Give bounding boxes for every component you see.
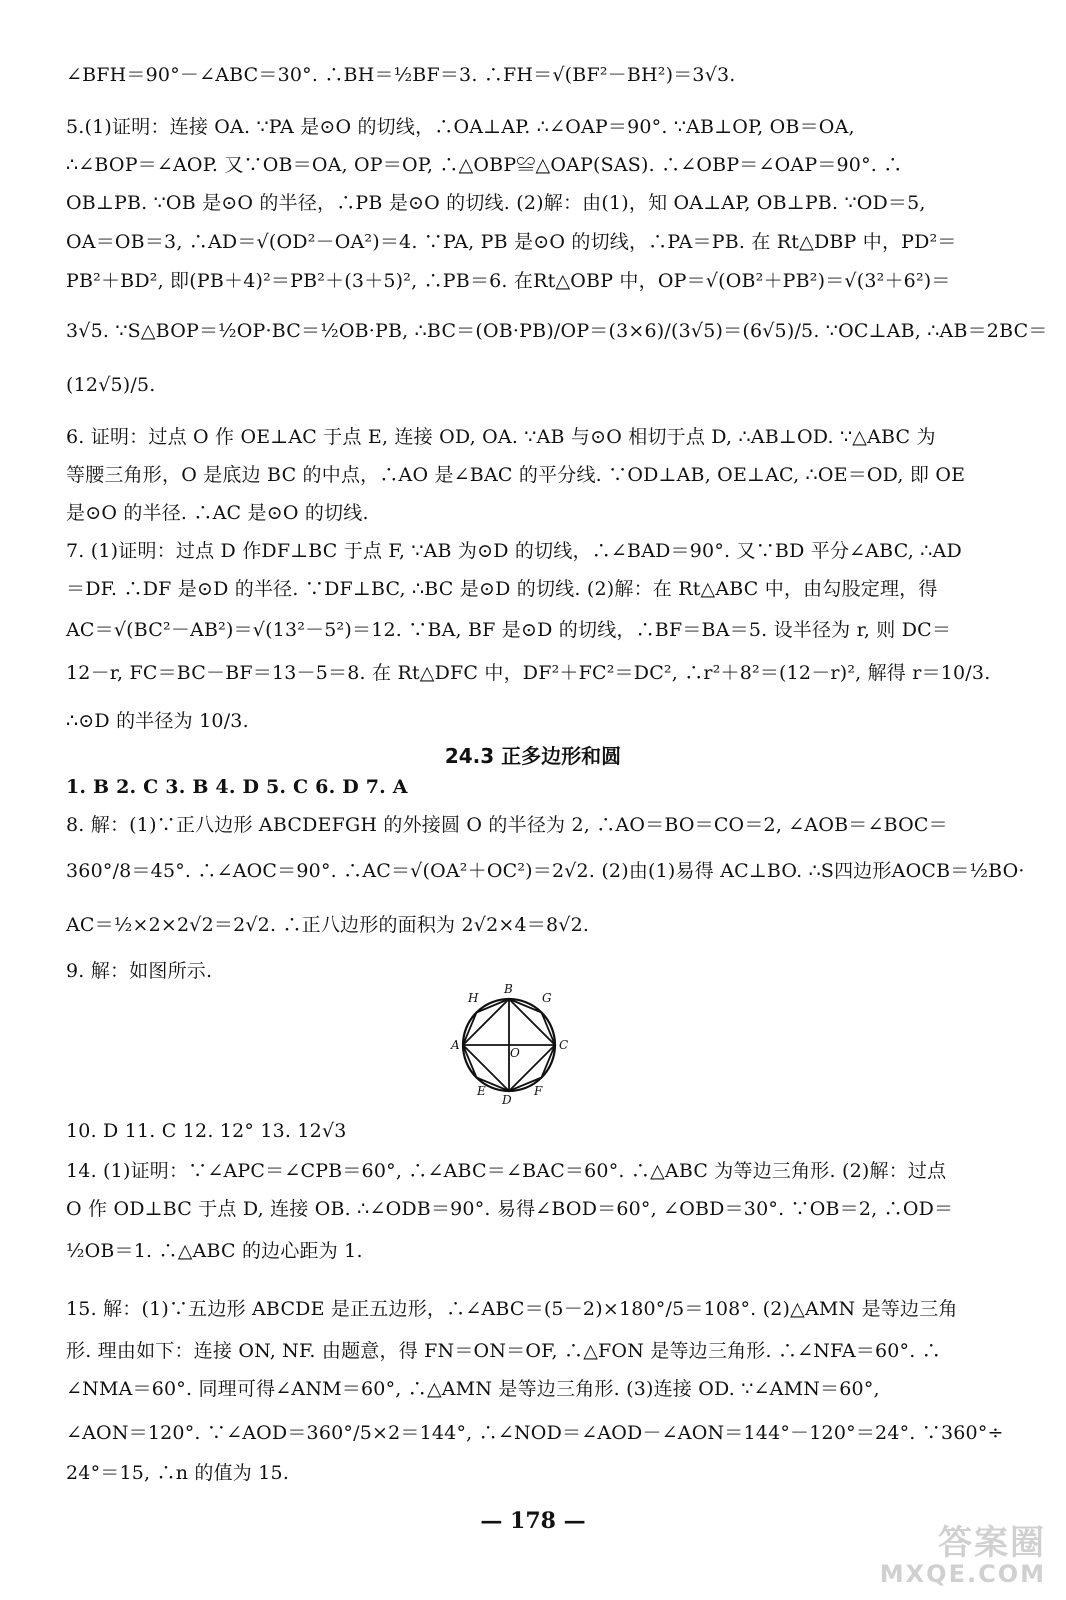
label-f: F <box>534 1084 543 1098</box>
text-line: 9. 解：如图所示. <box>66 960 213 982</box>
text-line: 形. 理由如下：连接 ON, NF. 由题意，得 FN＝ON＝OF, ∴△FON 是等边三角形. ∴∠NFA＝60°. ∴ <box>66 1340 941 1362</box>
page-number: — 178 — <box>480 1508 586 1534</box>
text-line: 是⊙O 的半径. ∴AC 是⊙O 的切线. <box>66 502 369 524</box>
text-line: PB²＋BD², 即(PB＋4)²＝PB²＋(3＋5)², ∴PB＝6. 在Rt△OBP 中，OP＝√(OB²＋PB²)＝√(3²＋6²)＝ <box>66 270 951 292</box>
text-line: 15. 解：(1)∵五边形 ABCDE 是正五边形，∴∠ABC＝(5－2)×180°/5＝108°. (2)△AMN 是等边三角 <box>66 1298 958 1320</box>
octagon-circle-figure <box>440 980 580 1110</box>
text-line: 360°/8＝45°. ∴∠AOC＝90°. ∴AC＝√(OA²＋OC²)＝2√2. (2)由(1)易得 AC⊥BO. ∴S四边形AOCB＝½BO· <box>66 860 1025 882</box>
text-line: ∠BFH＝90°－∠ABC＝30°. ∴BH＝½BF＝3. ∴FH＝√(BF²－BH²)＝3√3. <box>66 64 736 86</box>
text-line: 5.(1)证明：连接 OA. ∵PA 是⊙O 的切线，∴OA⊥AP. ∴∠OAP＝90°. ∵AB⊥OP, OB＝OA, <box>66 116 855 138</box>
section-heading: 24.3 正多边形和圆 <box>444 744 622 768</box>
text-line: ∠NMA＝60°. 同理可得∠ANM＝60°, ∴△AMN 是等边三角形. (3)连接 OD. ∵∠AMN＝60°, <box>66 1378 880 1400</box>
answer-key-line: 1. B 2. C 3. B 4. D 5. C 6. D 7. A <box>66 776 408 798</box>
label-e: E <box>477 1084 486 1098</box>
text-line: 3√5. ∵S△BOP＝½OP·BC＝½OB·PB, ∴BC＝(OB·PB)/OP＝(3×6)/(3√5)＝(6√5)/5. ∵OC⊥AB, ∴AB＝2BC＝ <box>66 320 1048 342</box>
text-line: (12√5)/5. <box>66 374 156 396</box>
text-line: OB⊥PB. ∵OB 是⊙O 的半径，∴PB 是⊙O 的切线. (2)解：由(1)，知 OA⊥AP, OB⊥PB. ∵OD＝5, <box>66 192 926 214</box>
text-line: AC＝√(BC²－AB²)＝√(13²－5²)＝12. ∵BA, BF 是⊙D 的切线，∴BF＝BA＝5. 设半径为 r, 则 DC＝ <box>66 619 952 641</box>
label-c: C <box>559 1038 569 1052</box>
text-line: 等腰三角形，O 是底边 BC 的中点，∴AO 是∠BAC 的平分线. ∵OD⊥AB, OE⊥AC, ∴OE＝OD, 即 OE <box>66 464 966 486</box>
text-line: ＝DF. ∴DF 是⊙D 的半径. ∵DF⊥BC, ∴BC 是⊙D 的切线. (2)解：在 Rt△ABC 中，由勾股定理，得 <box>66 578 938 600</box>
watermark-logo: 答案圈 <box>938 1523 1046 1563</box>
text-line: O 作 OD⊥BC 于点 D, 连接 OB. ∴∠ODB＝90°. 易得∠BOD＝60°, ∠OBD＝30°. ∵OB＝2, ∴OD＝ <box>66 1198 954 1220</box>
label-h: H <box>468 991 479 1005</box>
label-g: G <box>542 991 552 1005</box>
text-line: ∴∠BOP＝∠AOP. 又∵OB＝OA, OP＝OP, ∴△OBP≌△OAP(SAS). ∴∠OBP＝∠OAP＝90°. ∴ <box>66 154 903 176</box>
text-line: 7. (1)证明：过点 D 作DF⊥BC 于点 F, ∵AB 为⊙D 的切线，∴∠BAD＝90°. 又∵BD 平分∠ABC, ∴AD <box>66 540 962 562</box>
label-o: O <box>510 1046 520 1060</box>
text-line: 6. 证明：过点 O 作 OE⊥AC 于点 E, 连接 OD, OA. ∵AB 与⊙O 相切于点 D, ∴AB⊥OD. ∵△ABC 为 <box>66 426 936 448</box>
text-line: ∴⊙D 的半径为 10/3. <box>66 710 249 732</box>
text-line: OA＝OB＝3, ∴AD＝√(OD²－OA²)＝4. ∵PA, PB 是⊙O 的切线，∴PA＝PB. 在 Rt△DBP 中，PD²＝ <box>66 231 957 253</box>
text-line: 14. (1)证明：∵∠APC＝∠CPB＝60°, ∴∠ABC＝∠BAC＝60°. ∴△ABC 为等边三角形. (2)解：过点 <box>66 1160 947 1182</box>
label-a: A <box>451 1038 460 1052</box>
text-line: ½OB＝1. ∴△ABC 的边心距为 1. <box>66 1240 363 1262</box>
text-line: 12－r, FC＝BC－BF＝13－5＝8. 在 Rt△DFC 中，DF²＋FC²＝DC², ∴r²＋8²＝(12－r)², 解得 r＝10/3. <box>66 662 991 684</box>
text-line: 8. 解：(1)∵正八边形 ABCDEFGH 的外接圆 O 的半径为 2, ∴AO＝BO＝CO＝2, ∠AOB＝∠BOC＝ <box>66 814 948 836</box>
label-d: D <box>502 1093 512 1107</box>
watermark-url: MXQE.COM <box>879 1560 1046 1588</box>
text-line: ∠AON＝120°. ∵∠AOD＝360°/5×2＝144°, ∴∠NOD＝∠AOD－∠AON＝144°－120°＝24°. ∵360°÷ <box>66 1422 1004 1444</box>
text-line: AC＝½×2×2√2＝2√2. ∴正八边形的面积为 2√2×4＝8√2. <box>66 914 590 936</box>
label-b: B <box>504 982 513 996</box>
text-line: 10. D 11. C 12. 12° 13. 12√3 <box>66 1120 347 1142</box>
text-line: 24°＝15, ∴n 的值为 15. <box>66 1462 290 1484</box>
